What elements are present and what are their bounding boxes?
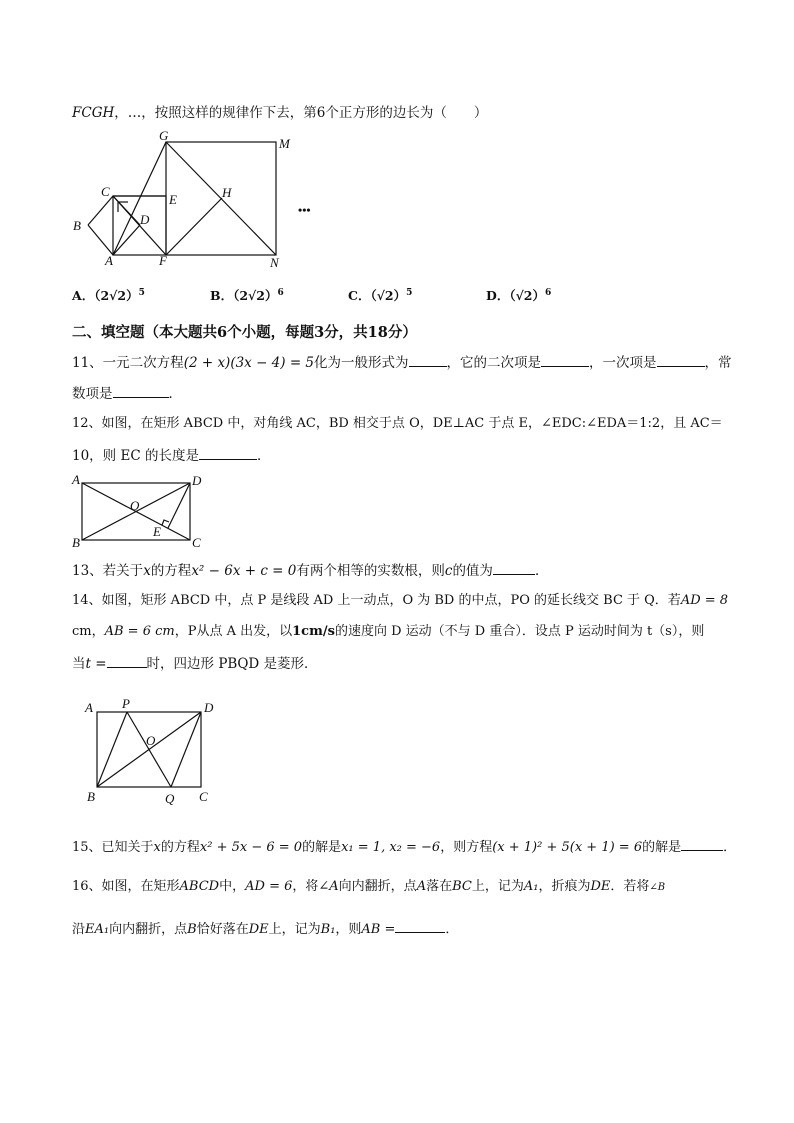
q16-angle-b: ∠B — [649, 882, 666, 893]
q16-abcd: ABCD — [179, 879, 220, 894]
q14-label-q: Q — [165, 791, 175, 806]
q12-label-b: B — [72, 535, 80, 550]
q16-angle-a: A — [329, 879, 339, 894]
q14-eq-ad: AD = 8 — [680, 593, 729, 608]
q16-text-j: 向内翻折，点 — [109, 922, 188, 937]
q13-mid: 的方程 — [150, 563, 192, 579]
seg-de — [168, 483, 190, 528]
q15-blank[interactable] — [681, 836, 723, 851]
q16-ab-eq: AB = — [361, 922, 396, 937]
q15-mid: 的方程 — [160, 840, 200, 855]
option-b-base: （2√2） — [233, 288, 278, 303]
line-cd — [113, 196, 140, 225]
q11-line-2 — [72, 383, 182, 404]
q11-text-e: ，常 — [704, 355, 732, 371]
q11-line-1 — [72, 352, 732, 373]
q15-tail: 的解是 — [642, 840, 682, 855]
q12-label-o: O — [130, 498, 140, 513]
option-b-letter: B． — [210, 288, 234, 303]
q15-solutions: x₁ = 1, x₂ = −6 — [341, 840, 441, 855]
label-d: D — [140, 212, 150, 227]
q11-text-d: ，一次项是 — [589, 355, 657, 371]
q16-line-2 — [72, 918, 458, 940]
q10-option-b[interactable] — [210, 286, 284, 304]
section-2-title: 二、填空题（本大题共6个小题，每题3分，共18分） — [72, 324, 417, 341]
q11-equation: (2 + x)(3x − 4) = 5 — [183, 355, 315, 371]
q10-intro-prefix: FCGH — [72, 105, 115, 121]
label-g: G — [159, 128, 169, 143]
q12-text-a: 10，则 EC 的长度是 — [72, 448, 199, 464]
q16-ad-eq: AD = 6 — [245, 879, 293, 894]
q16-text-b: 中， — [219, 879, 246, 894]
q13-blank[interactable] — [493, 560, 535, 575]
q15-prefix: 15、已知关于 — [72, 840, 154, 855]
option-d-base: （√2） — [509, 288, 546, 303]
option-a-exp: 5 — [138, 287, 145, 298]
q15-line — [72, 836, 736, 858]
q16-text-a: 16、如图，在矩形 — [72, 879, 180, 894]
q10-ellipsis: ••• — [298, 203, 311, 217]
q14-label-o: O — [146, 733, 156, 748]
q13-prefix: 13、若关于 — [72, 563, 144, 579]
q14-line-1 — [72, 591, 728, 611]
line-ad — [113, 225, 140, 255]
line-bc — [88, 196, 113, 225]
q14-line-3 — [72, 653, 318, 674]
q12-label-a: A — [72, 472, 80, 487]
q16-line-1 — [72, 877, 665, 898]
option-a-letter: A． — [72, 288, 95, 303]
q14-label-d: D — [204, 700, 214, 715]
q12-label-e: E — [153, 524, 161, 539]
option-c-base: （√2） — [370, 288, 407, 303]
q16-text-c: ，将∠ — [292, 879, 330, 894]
q10-option-c[interactable] — [348, 286, 412, 304]
label-h: H — [222, 185, 232, 200]
q15-mid2: 的解是 — [302, 840, 342, 855]
q10-option-a[interactable] — [72, 286, 145, 304]
q15-mid3: ，则方程 — [440, 840, 493, 855]
q13-tail: 的值为 — [452, 563, 493, 579]
q16-bc: BC — [452, 879, 472, 894]
q16-text-h: ．若将 — [610, 879, 650, 894]
q10-intro — [72, 103, 487, 123]
q14-label-p: P — [122, 696, 130, 711]
q14-text-e: 当 — [72, 656, 86, 672]
q14-label-a: A — [85, 700, 93, 715]
q14-text-d: 的速度向 D 运动（不与 D 重合）．设点 P 运动时间为 t（s），则 — [334, 624, 705, 639]
q16-point-a: A — [416, 879, 427, 894]
q16-de: DE — [590, 879, 611, 894]
option-b-exp: 6 — [277, 287, 284, 298]
q16-text-g: ，折痕为 — [538, 879, 591, 894]
q14-eq-ab: AB = 6 cm — [104, 624, 175, 639]
q16-b1: B₁ — [320, 922, 336, 937]
q10-intro-text: ，…，按照这样的规律作下去，第6个正方形的边长为（ ） — [114, 105, 488, 121]
q12-label-d: D — [192, 473, 202, 488]
q15-equation-1: x² + 5x − 6 = 0 — [199, 840, 303, 855]
label-c: C — [101, 184, 110, 199]
label-n: N — [270, 255, 279, 270]
option-d-letter: D． — [486, 288, 510, 303]
right-angle-mark — [162, 520, 169, 525]
q14-label-b: B — [87, 789, 95, 804]
q14-text-c: ，P从点 A 出发，以 — [174, 624, 293, 639]
q14-speed: 1cm/s — [292, 624, 335, 639]
q13-line — [72, 560, 548, 581]
label-f: F — [159, 253, 167, 268]
q13-var-x: x — [143, 563, 151, 579]
q10-figure — [70, 128, 390, 270]
label-m: M — [279, 136, 290, 151]
q14-eq-t: t = — [85, 656, 107, 672]
label-a: A — [105, 253, 113, 268]
q10-option-d[interactable] — [486, 286, 551, 304]
q14-text-f: 时，四边形 PBQD 是菱形． — [146, 656, 318, 672]
q16-end: ． — [445, 922, 459, 937]
q16-text-l: 上，记为 — [268, 922, 321, 937]
q14-text-a: 14、如图，矩形 ABCD 中，点 P 是线段 AD 上一动点，O 为 BD 的中点，PO 的延长线交 BC 于 Q．若 — [72, 593, 681, 608]
q16-text-k: 恰好落在 — [196, 922, 249, 937]
q15-end: ． — [723, 840, 737, 855]
q12-blank[interactable] — [199, 445, 257, 460]
q14-blank[interactable] — [107, 653, 147, 668]
q16-de2: DE — [248, 922, 269, 937]
seg-pq — [127, 712, 171, 787]
line-ag — [113, 142, 166, 255]
q14-line-2 — [72, 622, 704, 642]
q11-text-f: 数项是 — [72, 386, 113, 402]
option-a-base: （2√2） — [94, 288, 139, 303]
q13-after: 有两个相等的实数根，则 — [296, 563, 445, 579]
q11-blank-4[interactable] — [113, 383, 169, 398]
q15-var-x: x — [153, 840, 161, 855]
q16-ea1: EA₁ — [85, 922, 110, 937]
q12-line-2 — [72, 445, 270, 466]
q11-blank-2[interactable] — [541, 352, 589, 367]
q16-point-b: B — [187, 922, 197, 937]
q14-text-b: cm， — [72, 624, 105, 639]
q13-end: ． — [534, 563, 549, 579]
q16-text-d: 向内翻折，点 — [338, 879, 417, 894]
q16-text-f: 上，记为 — [471, 879, 524, 894]
q11-blank-1[interactable] — [409, 352, 447, 367]
line-ba — [88, 225, 113, 255]
q12-figure — [70, 473, 210, 548]
option-c-letter: C． — [348, 288, 371, 303]
q11-text-c: ，它的二次项是 — [446, 355, 542, 371]
q16-text-e: 落在 — [426, 879, 453, 894]
label-b: B — [73, 218, 81, 233]
q11-text-b: 化为一般形式为 — [314, 355, 409, 371]
q14-figure — [82, 697, 232, 807]
q13-equation: x² − 6x + c = 0 — [191, 563, 297, 579]
q12-line-1: 12、如图，在矩形 ABCD 中，对角线 AC，BD 相交于点 O，DE⊥AC 于点 E，∠EDC:∠EDA＝1:2，且 AC＝ — [72, 416, 723, 431]
option-c-exp: 5 — [406, 287, 413, 298]
q16-text-i: 沿 — [72, 922, 86, 937]
q11-end: ． — [168, 386, 182, 402]
q16-text-m: ，则 — [335, 922, 362, 937]
q12-label-c: C — [192, 535, 201, 550]
q11-text-a: 11、一元二次方程 — [72, 355, 184, 371]
label-e: E — [169, 192, 177, 207]
q16-blank[interactable] — [395, 918, 445, 933]
q15-equation-2: (x + 1)² + 5(x + 1) = 6 — [492, 840, 643, 855]
q14-label-c: C — [199, 789, 208, 804]
q13-var-c: c — [444, 563, 453, 579]
option-d-exp: 6 — [545, 287, 552, 298]
q11-blank-3[interactable] — [657, 352, 705, 367]
q12-end: ． — [256, 448, 271, 464]
q16-a1: A₁ — [523, 879, 539, 894]
